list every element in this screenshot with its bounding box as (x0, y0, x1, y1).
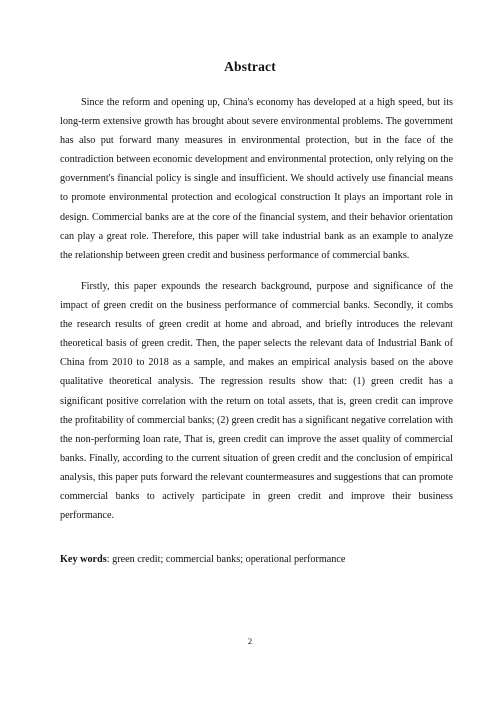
keywords-separator: : (106, 554, 113, 565)
abstract-title: Abstract (224, 59, 276, 74)
keywords-line (60, 552, 453, 568)
page-number: 2 (247, 636, 253, 646)
keywords-label: Key words (60, 554, 107, 565)
abstract-paragraph-1: Since the reform and opening up, China's economy has developed at a high speed, but its long-term extensive growth has brought about severe environmental problems. The government has also put forward many measures in environmental protection, but in the face of the contradiction between economic development and environmental protection, only relying on the government's financial policy is single and insufficient. We should actively use financial means to promote environmental protection and ecological construction It plays an important role in design. Commercial banks are at the core of the financial system, and their behavior orientation can play a great role. Therefore, this paper will take industrial bank as an example to analyze the relationship between green credit and business performance of commercial banks. (60, 97, 453, 261)
abstract-paragraph-2: Firstly, this paper expounds the research background, purpose and significance of the impact of green credit on the business performance of commercial banks. Secondly, it combs the research results of green credit at home and abroad, and briefly introduces the relevant theoretical basis of green credit. Then, the paper selects the relevant data of Industrial Bank of China from 2010 to 2018 as a sample, and makes an empirical analysis based on the above qualitative theoretical analysis. The regression results show that: (1) green credit has a significant positive correlation with the return on total assets, that is, green credit can improve the profitability of commercial banks; (2) green credit has a significant negative correlation with the non-performing loan rate, That is, green credit can improve the asset quality of commercial banks. Finally, according to the current situation of green credit and the conclusion of empirical analysis, this paper puts forward the relevant countermeasures and suggestions that can promote commercial banks to actively participate in green credit and improve their business performance. (60, 281, 453, 522)
keywords-value: green credit; commercial banks; operational performance (112, 554, 346, 565)
